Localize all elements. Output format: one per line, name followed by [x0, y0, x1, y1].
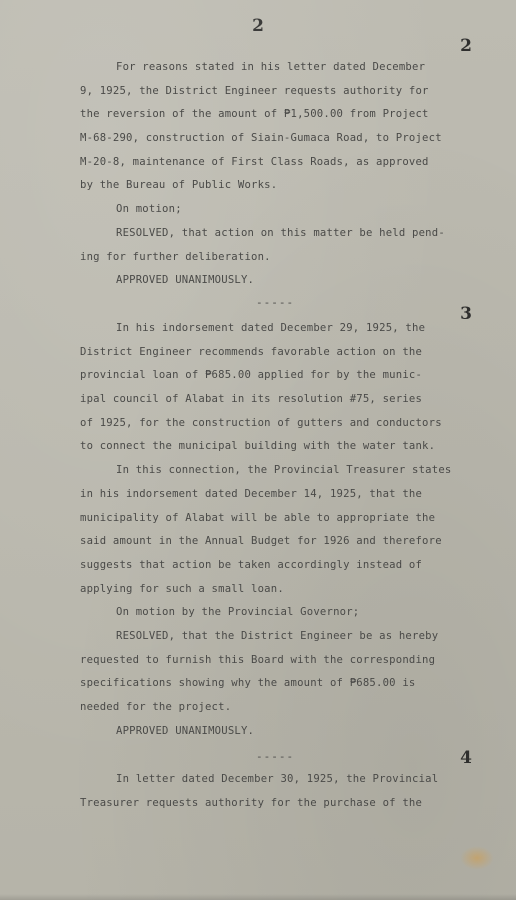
text-line: ipal council of Alabat in its resolution #75, series — [80, 393, 423, 406]
text-line: APPROVED UNANIMOUSLY. — [116, 274, 255, 287]
text-line: by the Bureau of Public Works. — [80, 179, 278, 192]
text-line: District Engineer recommends favorable action on the — [80, 345, 423, 358]
text-line: M-20-8, maintenance of First Class Roads, as approved — [80, 155, 429, 168]
text-line: to connect the municipal building with the water tank. — [80, 440, 436, 453]
text-line: municipality of Alabat will be able to appropriate the — [80, 511, 436, 524]
section-separator: ----- — [256, 296, 295, 309]
text-line: M-68-290, construction of Siain-Gumaca Road, to Project — [80, 132, 442, 145]
text-line: needed for the project. — [80, 701, 232, 713]
item-3-text — [80, 317, 480, 743]
text-line: For reasons stated in his letter dated December — [116, 61, 426, 73]
text-line: provincial loan of ₱685.00 applied for by the munic- — [80, 369, 423, 382]
text-line: RESOLVED, that action on this matter be held pend- — [116, 226, 445, 239]
item-2-text — [80, 56, 480, 293]
text-line: the reversion of the amount of ₱1,500.00 from Project — [80, 108, 429, 121]
page-number: 2 — [252, 16, 264, 36]
text-line: requested to furnish this Board with the corresponding — [80, 653, 436, 666]
text-line: In this connection, the Provincial Treasurer states — [116, 464, 452, 477]
text-line: On motion; — [116, 203, 182, 216]
text-line: Treasurer requests authority for the purchase of the — [80, 796, 423, 809]
item-number-4: 4 — [460, 748, 472, 768]
text-line: suggests that action be taken accordingly instead of — [80, 558, 423, 571]
text-line: In letter dated December 30, 1925, the Provincial — [116, 773, 439, 785]
text-line: ing for further deliberation. — [80, 250, 271, 263]
text-line: specifications showing why the amount of ₱685.00 is — [80, 677, 416, 690]
text-line: said amount in the Annual Budget for 1926 and therefore — [80, 535, 442, 548]
text-line: of 1925, for the construction of gutters and conductors — [80, 416, 442, 429]
page-edge-shadow — [0, 894, 516, 900]
section-separator: ----- — [256, 750, 295, 763]
text-line: applying for such a small loan. — [80, 582, 284, 595]
text-line: On motion by the Provincial Governor; — [116, 606, 360, 619]
text-line: In his indorsement dated December 29, 1925, the — [116, 322, 426, 334]
text-line: RESOLVED, that the District Engineer be as hereby — [116, 629, 439, 642]
item-4-text — [80, 768, 480, 815]
text-line: APPROVED UNANIMOUSLY. — [116, 724, 255, 737]
text-line: 9, 1925, the District Engineer requests authority for — [80, 84, 429, 97]
text-line: in his indorsement dated December 14, 1925, that the — [80, 487, 423, 500]
item-number-3: 3 — [460, 304, 472, 324]
item-number-2: 2 — [460, 36, 472, 56]
paper-stain — [460, 846, 494, 870]
